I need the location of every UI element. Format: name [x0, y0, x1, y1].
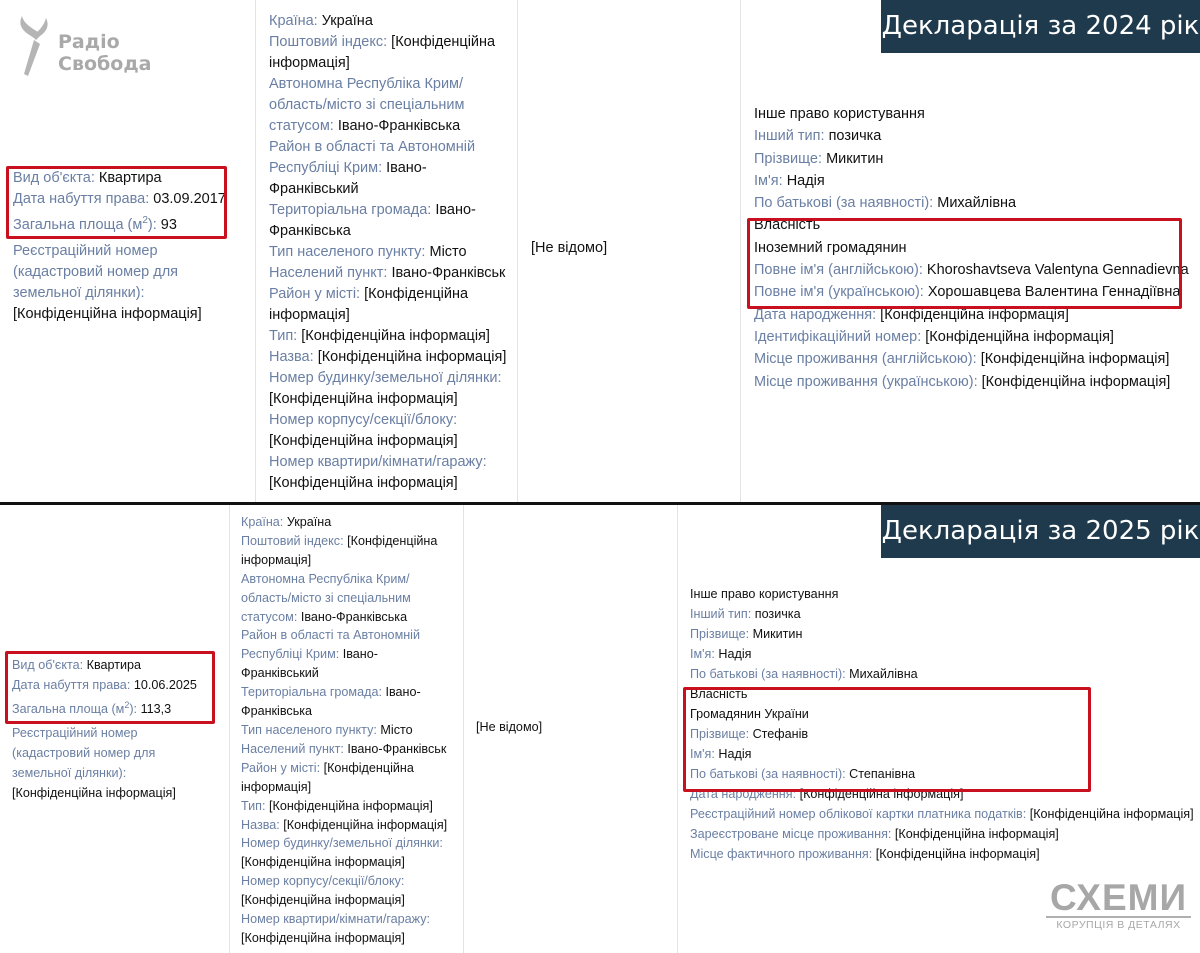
field-label: Автономна Республіка Крим/ — [269, 76, 464, 92]
field-value: Власність — [690, 687, 748, 701]
field-value: інформація] — [269, 307, 350, 323]
field-value: Надія — [718, 747, 752, 761]
declaration-2025-panel — [0, 505, 1200, 953]
column-separator — [255, 0, 256, 502]
field-label: Ідентифікаційний номер: — [754, 328, 922, 345]
field-line — [269, 389, 514, 410]
field-label: Країна: — [269, 13, 318, 29]
field-line — [269, 74, 514, 95]
field-line — [269, 410, 514, 431]
schemy-logo — [1046, 877, 1191, 931]
field-line — [754, 192, 1194, 214]
field-label: Дата народження: — [754, 306, 877, 323]
field-line — [241, 816, 463, 835]
field-line — [241, 872, 463, 891]
reg-number-label: земельної ділянки): — [12, 766, 127, 781]
field-line — [269, 11, 514, 32]
field-label: Республіці Крим: — [269, 160, 383, 176]
highlight-box — [5, 651, 215, 724]
field-line — [269, 242, 514, 263]
field-label: Населений пункт: — [269, 265, 388, 281]
column-separator — [463, 505, 464, 953]
field-label: Ім'я: — [754, 172, 783, 189]
field-label: Територіальна громада: — [241, 685, 382, 700]
area-label: Загальна площа $(м^2)$: — [12, 700, 138, 717]
field-line — [690, 604, 1195, 624]
field-label: Інший тип: — [690, 607, 752, 621]
field-line — [269, 137, 514, 158]
field-line — [241, 626, 463, 645]
field-line — [269, 473, 514, 494]
area-value: 93 — [160, 216, 177, 233]
field-line — [754, 371, 1194, 393]
field-value: Громадянин України — [690, 707, 809, 721]
field-label: статусом: — [241, 609, 298, 624]
field-value: [Конфіденційна інформація] — [241, 855, 405, 870]
area-value: 113,3 — [140, 702, 172, 717]
field-label: Ім'я: — [690, 747, 715, 761]
field-value: Україна — [286, 515, 332, 529]
field-value: Микитин — [752, 627, 803, 641]
field-label: Місце проживання (англійською): — [754, 351, 977, 368]
field-value: позичка — [828, 128, 882, 145]
field-label: Населений пункт: — [241, 741, 344, 756]
field-label: Номер будинку/земельної ділянки: — [269, 370, 502, 386]
field-label: Повне ім'я (англійською): — [754, 262, 923, 279]
torch-icon — [14, 14, 54, 78]
field-label: Зареєстроване місце проживання: — [690, 827, 892, 841]
field-value: [Конфіденційна — [347, 533, 438, 548]
field-label: Район в області та Автономній — [269, 139, 476, 155]
field-label: По батькові (за наявності): — [690, 667, 846, 681]
field-value: Степанівна — [849, 767, 916, 781]
field-value: Стефанів — [752, 727, 809, 741]
field-line — [269, 347, 514, 368]
address-info — [269, 11, 514, 502]
radio-svoboda-logo — [14, 14, 154, 78]
field-value: [Конфіденційна інформація] — [317, 349, 507, 365]
field-label: Номер квартири/кімнати/гаражу: — [269, 454, 487, 470]
field-value: [Конфіденційна інформація] — [269, 433, 458, 449]
field-line — [241, 759, 463, 778]
field-value: [Конфіденційна — [364, 286, 469, 302]
field-label: Номер корпусу/секції/блоку: — [269, 412, 458, 428]
object-kind-label: Вид об'єкта: — [12, 658, 84, 672]
field-value: Україна — [321, 13, 373, 29]
field-label: Країна: — [241, 515, 284, 529]
field-label: Тип: — [269, 328, 298, 344]
field-label: Ім'я: — [690, 647, 715, 661]
acquisition-date-label: Дата набуття права: — [13, 191, 150, 207]
field-value: Надія — [786, 172, 825, 189]
field-line — [269, 221, 514, 242]
field-value: [Конфіденційна інформація] — [894, 827, 1059, 841]
field-value: Франківська — [269, 223, 351, 239]
acquisition-date-label: Дата набуття права: — [12, 678, 131, 692]
field-line — [241, 551, 463, 570]
field-label: Номер квартири/кімнати/гаражу: — [241, 912, 431, 927]
field-value: [Конфіденційна інформація] — [269, 475, 458, 491]
field-line — [269, 116, 514, 137]
logo-line2: Свобода — [58, 53, 152, 75]
year-banner: Декларація за 2024 рік — [881, 0, 1200, 53]
field-line — [241, 740, 463, 759]
field-value: Власність — [754, 217, 821, 234]
field-line — [269, 284, 514, 305]
field-value: [Конфіденційна інформація] — [925, 328, 1114, 345]
field-label: Тип населеного пункту: — [241, 722, 377, 737]
field-value: [Конфіденційна інформація] — [241, 930, 405, 945]
field-label: Прізвище: — [754, 150, 823, 167]
field-line — [241, 664, 463, 683]
field-line — [690, 584, 1195, 604]
field-value: Івано-Франківськ — [347, 741, 447, 756]
field-line — [241, 608, 463, 627]
area-label: Загальна площа $(м^2)$: — [13, 215, 157, 233]
field-label: Назва: — [241, 817, 280, 832]
reg-number-value: [Конфіденційна інформація] — [13, 305, 202, 322]
field-line — [754, 326, 1194, 348]
field-line — [269, 53, 514, 74]
field-line — [754, 148, 1194, 170]
field-value: [Конфіденційна інформація] — [980, 351, 1170, 368]
field-value: Інше право користування — [754, 106, 925, 122]
field-value: інформація] — [241, 779, 312, 794]
field-line — [241, 589, 463, 608]
cost-info — [476, 720, 542, 953]
field-label: Автономна Республіка Крим/ — [241, 571, 410, 586]
field-line — [241, 834, 463, 853]
column-separator — [517, 0, 518, 502]
cost-value: [Не відомо] — [476, 720, 543, 734]
field-value: інформація] — [269, 55, 350, 71]
field-line — [754, 125, 1194, 147]
address-info — [241, 513, 463, 953]
field-label: Тип: — [241, 798, 266, 813]
field-line — [754, 170, 1194, 192]
field-label: Місце фактичного проживання: — [690, 847, 873, 861]
field-value: Івано- — [342, 647, 378, 662]
column-separator — [677, 505, 678, 953]
field-value: [Конфіденційна інформація] — [283, 817, 448, 832]
field-label: Поштовий індекс: — [269, 34, 388, 50]
field-value: Місто — [429, 244, 467, 260]
field-label: Район у місті: — [241, 760, 321, 775]
field-value: Івано- — [435, 202, 476, 218]
field-line — [269, 431, 514, 452]
field-label: Номер будинку/земельної ділянки: — [241, 836, 443, 851]
field-line — [754, 348, 1194, 370]
field-value: Івано-Франківська — [300, 609, 408, 624]
column-separator — [229, 505, 230, 953]
field-line — [269, 326, 514, 347]
field-value: [Конфіденційна інформація] — [269, 391, 458, 407]
field-value: Михайлівна — [937, 195, 1017, 212]
field-label: Місце проживання (українською): — [754, 373, 978, 390]
field-value: Франківський — [269, 181, 359, 197]
field-line — [241, 721, 463, 740]
field-label: По батькові (за наявності): — [754, 195, 934, 212]
field-value: Надія — [718, 647, 752, 661]
field-value: інформація] — [241, 552, 312, 567]
field-label: Реєстраційний номер облікової картки платника податків: — [690, 807, 1027, 821]
field-label: область/місто зі спеціальним — [241, 590, 411, 605]
field-value: Місто — [380, 722, 413, 737]
cost-value: [Не відомо] — [531, 240, 608, 256]
highlight-box — [747, 218, 1182, 309]
field-line — [269, 158, 514, 179]
object-kind-label: Вид об'єкта: — [13, 170, 95, 186]
field-line — [269, 179, 514, 200]
field-value: [Конфіденційна — [323, 760, 414, 775]
field-line — [269, 95, 514, 116]
cost-info — [531, 240, 607, 502]
field-label: Інший тип: — [754, 128, 825, 145]
reg-number-label: (кадастровий номер для — [12, 746, 156, 761]
field-value: [Конфіденційна інформація] — [301, 328, 490, 344]
reg-number-label: (кадастровий номер для — [13, 263, 179, 280]
field-line — [269, 305, 514, 326]
field-line — [241, 645, 463, 664]
field-line — [241, 513, 463, 532]
field-value: Франківська — [241, 704, 313, 719]
field-line — [241, 570, 463, 589]
field-value: [Конфіденційна інформація] — [981, 373, 1171, 390]
field-value: [Конфіденційна інформація] — [875, 847, 1040, 861]
field-label: область/місто зі спеціальним — [269, 97, 465, 113]
field-value: Івано-Франківська — [337, 118, 461, 134]
schemy-logo-tagline: КОРУПЦІЯ В ДЕТАЛЯХ — [1046, 916, 1191, 931]
field-value: Іноземний громадянин — [754, 239, 907, 256]
field-label: По батькові (за наявності): — [690, 767, 846, 781]
field-line — [241, 532, 463, 551]
field-line — [241, 929, 463, 948]
field-label: Територіальна громада: — [269, 202, 432, 218]
field-label: Номер корпусу/секції/блоку: — [241, 874, 405, 889]
field-line — [269, 200, 514, 221]
highlight-box — [6, 166, 227, 239]
highlight-box — [683, 687, 1091, 792]
field-value: Івано-Франківськ — [391, 265, 506, 281]
field-value: [Конфіденційна інформація] — [799, 787, 964, 801]
field-line — [754, 103, 1194, 125]
field-label: Тип населеного пункту: — [269, 244, 426, 260]
field-label: Поштовий індекс: — [241, 533, 344, 548]
field-value: позичка — [754, 607, 801, 621]
reg-number-label: Реєстраційний номер — [13, 242, 158, 259]
year-banner: Декларація за 2025 рік — [881, 505, 1200, 558]
field-label: статусом: — [269, 118, 334, 134]
field-line — [690, 644, 1195, 664]
field-label: Район в області та Автономній — [241, 628, 421, 643]
field-value: Івано- — [385, 685, 421, 700]
field-label: Республіці Крим: — [241, 647, 340, 662]
field-line — [690, 624, 1195, 644]
field-line — [269, 263, 514, 284]
field-line — [690, 824, 1195, 844]
field-value: Микитин — [826, 150, 884, 167]
field-label: Район у місті: — [269, 286, 361, 302]
field-value: [Конфіденційна — [391, 34, 496, 50]
field-line — [241, 910, 463, 929]
field-label: Дата народження: — [690, 787, 797, 801]
field-value: [Конфіденційна інформація] — [1029, 807, 1194, 821]
field-line — [241, 702, 463, 721]
field-label: Назва: — [269, 349, 314, 365]
field-line — [241, 778, 463, 797]
logo-line1: Радіо — [58, 31, 120, 53]
reg-number-value: [Конфіденційна інформація] — [12, 786, 176, 801]
field-line — [690, 804, 1195, 824]
field-label: Повне ім'я (українською): — [754, 284, 924, 301]
acquisition-date-value: 03.09.2017 — [153, 191, 226, 207]
field-line — [241, 891, 463, 910]
field-value: Михайлівна — [849, 667, 918, 681]
field-line — [241, 797, 463, 816]
field-line — [690, 844, 1195, 864]
field-value: Франківський — [241, 666, 319, 681]
field-value: [Конфіденційна інформація] — [269, 798, 433, 813]
field-value: [Конфіденційна інформація] — [241, 893, 405, 908]
reg-number-label: земельної ділянки): — [13, 284, 145, 301]
field-line — [241, 683, 463, 702]
object-kind-value: Квартира — [86, 658, 142, 672]
field-line — [269, 32, 514, 53]
schemy-logo-title: СХЕМИ — [1049, 877, 1188, 918]
field-line — [241, 853, 463, 872]
field-value: Хорошавцева Валентина Геннадіївна — [927, 284, 1181, 301]
field-label: Прізвище: — [690, 627, 750, 641]
column-separator — [740, 0, 741, 502]
field-line — [269, 452, 514, 473]
field-value: [Конфіденційна інформація] — [880, 306, 1069, 323]
acquisition-date-value: 10.06.2025 — [133, 678, 197, 692]
field-line — [690, 664, 1195, 684]
field-value: Інше право користування — [690, 587, 839, 601]
object-kind-value: Квартира — [98, 170, 162, 186]
field-line — [269, 368, 514, 389]
field-value: Івано- — [386, 160, 427, 176]
field-label: Прізвище: — [690, 727, 750, 741]
field-value: Khoroshavtseva Valentyna Gennadievna — [926, 262, 1189, 279]
reg-number-label: Реєстраційний номер — [12, 726, 138, 741]
